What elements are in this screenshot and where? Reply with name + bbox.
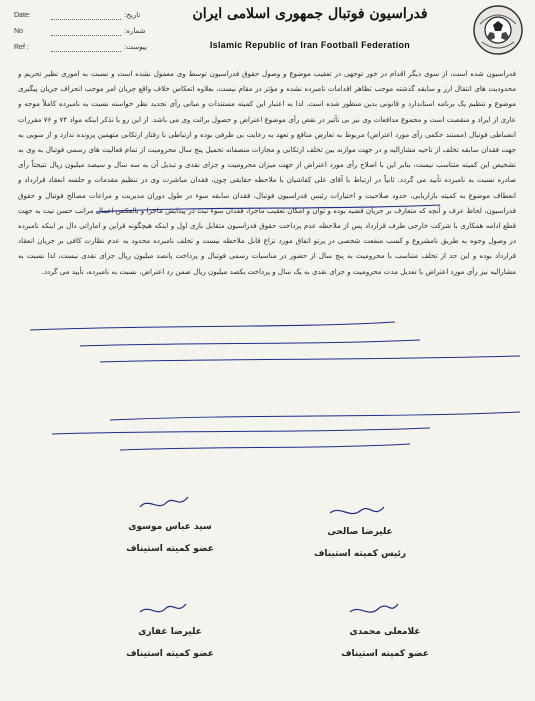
number-line — [51, 27, 121, 36]
signatory-role: عضو کمیته استیناف — [341, 649, 429, 659]
ref-field-row — [14, 39, 147, 55]
signatory-name: علیرضا صالحی — [327, 527, 393, 537]
federation-title-fa: فدراسیون فوتبال جمهوری اسلامی ایران — [192, 6, 428, 22]
date-line — [51, 11, 121, 20]
ref-label-en: Ref : — [14, 43, 29, 51]
signatory-name: غلامعلی محمدی — [349, 627, 421, 637]
federation-title-en: Islamic Republic of Iran Football Federation — [209, 40, 411, 50]
federation-logo-icon — [470, 2, 526, 58]
ref-line — [51, 43, 121, 52]
number-label-en: No — [14, 27, 23, 35]
signature-block-member-1 — [110, 522, 230, 554]
signatory-role: عضو کمیته استیناف — [126, 649, 214, 659]
signatory-name: علیرضا غفاری — [138, 627, 202, 637]
signatory-name: سید عباس موسوی — [128, 522, 212, 532]
date-field-row — [14, 7, 147, 23]
letterhead — [0, 0, 535, 62]
ref-label-fa: پیوست: — [124, 43, 147, 51]
number-label-fa: شماره: — [124, 27, 146, 35]
signatory-role: عضو کمیته استیناف — [126, 544, 214, 554]
signature-block-chairman — [300, 527, 420, 559]
letter-meta-fields — [14, 7, 147, 55]
signature-block-member-3 — [110, 627, 230, 659]
number-field-row — [14, 23, 147, 39]
signature-block-member-2 — [320, 627, 450, 659]
signatory-role: رئیس کمیته استیناف — [313, 549, 407, 559]
date-label-fa: تاریخ: — [124, 11, 141, 19]
ruling-body-text — [18, 66, 516, 486]
ruling-paragraph: فدراسیون شده است، از سوی دیگر اقدام در خور توجهی در تعقیب موضوع و وصول حقوق فدراسیون توسط وی معمول نشده است و نسبت به اموری نظیر تحریم و محدودیت های انتقال ارز و سابقه گذشته موجب تظاهر اقدامات نامبرده نشده و مؤثر در مقام نیست، بعلاوه انعکاس خلاف واقع جریان امر موجب انحراف جریان پیگیری موضوع و تنظیم یک برنامه استاندارد و قانونی بدین منظور شده است. لذا به اعتبار این کمیته مستندات و مبانی رأی تجدید نظر خواسته نسبت به نامبرده کاملاً موجه و عاری از ایراد و منقصت است و مجموع مدافعات وی نیز بی تأثیر در نقض رأی موضوع اعتراض و حصول برائت وی می باشد. از این رو با تذکر اینکه مواد ۷۴ و ۷۶ مقررات انضباطی فوتبال (مستند حکمی رأی مورد اعتراض) مربوط به تعارض منافع و تعهد به رعایت بی طرفی بوده و ارتباطی با رفتار ارتکابی متهمین پرونده ندارد و از سویی به جهت فقدان سابقه تخلف از ناحیه مشارالیه و در جهت موازنه بین تخلف ارتکابی و مجازات منصفانه تحمیل پنج سال محرومیت از تمام فعالیت های رسمی فوتبال به وی به تشخیص این کمیته متناسب نیست، بنابر این با اصلاح رأی مورد اعتراض از جهت میزان محرومیت و جزای نقدی و تبدیل آن به سه سال و سیصد میلیون ریال نتیجتاً رأی صادره نسبت به نامبرده تأیید می گردد. ثانیاً در ارتباط با آقای علی کفاشیان با ملاحظه حقایقی چون، فقدان مباشرت وی در تنظیم مقدمات و جلسه انعقاد قرارداد و انعطاف موضوع به کمیته بازاریابی، حدود صلاحیت و اختیارات رئیس فدراسیون فوتبال، فقدان سابقه سوء در طول دوران مدیریت و مراعات مصالح فوتبال و حقوق فدراسیون، لحاظ عرف و آنچه که متعارف بر جریان قضیه بوده و توان و امکان تعقیب ماجرا، فقدان سوء نیت در پیدایش ماجرا و بالعکس اعمال مراتب حسن نیت به جهت قطع ادامه همکاری با شرکت خارجی طرف قرارداد پس از ملاحظه عدم پرداخت حقوق فدراسیون متقابل بازی اول و اینکه هیچگونه قراین و اماراتی دال بر اینکه نامبرده در وصول وجوه به طریق نامشروع و کسب منفعت شخصی در پرتو اتفاق مورد نزاع قابل ملاحظه نیست و تخلف نامبرده محدود به عدم نظارت کافی بر جریان انعقاد قرارداد بوده و این حد از تخلف متناسب با محرومیت به پنج سال از حضور در مناسبات رسمی فوتبال و پرداخت پانصد میلیون ریال جزای نقدی نیست، لذا نسبت به مشارالیه نیز رأی مورد اعتراض با تعدیل مدت محرومیت و جزای نقدی به یک سال و پرداخت یکصد میلیون ریال ضمن رد اعتراض، نسبت به نامبرده، تأیید می گردد. — [18, 69, 516, 276]
date-label-en: Date: — [14, 11, 31, 19]
